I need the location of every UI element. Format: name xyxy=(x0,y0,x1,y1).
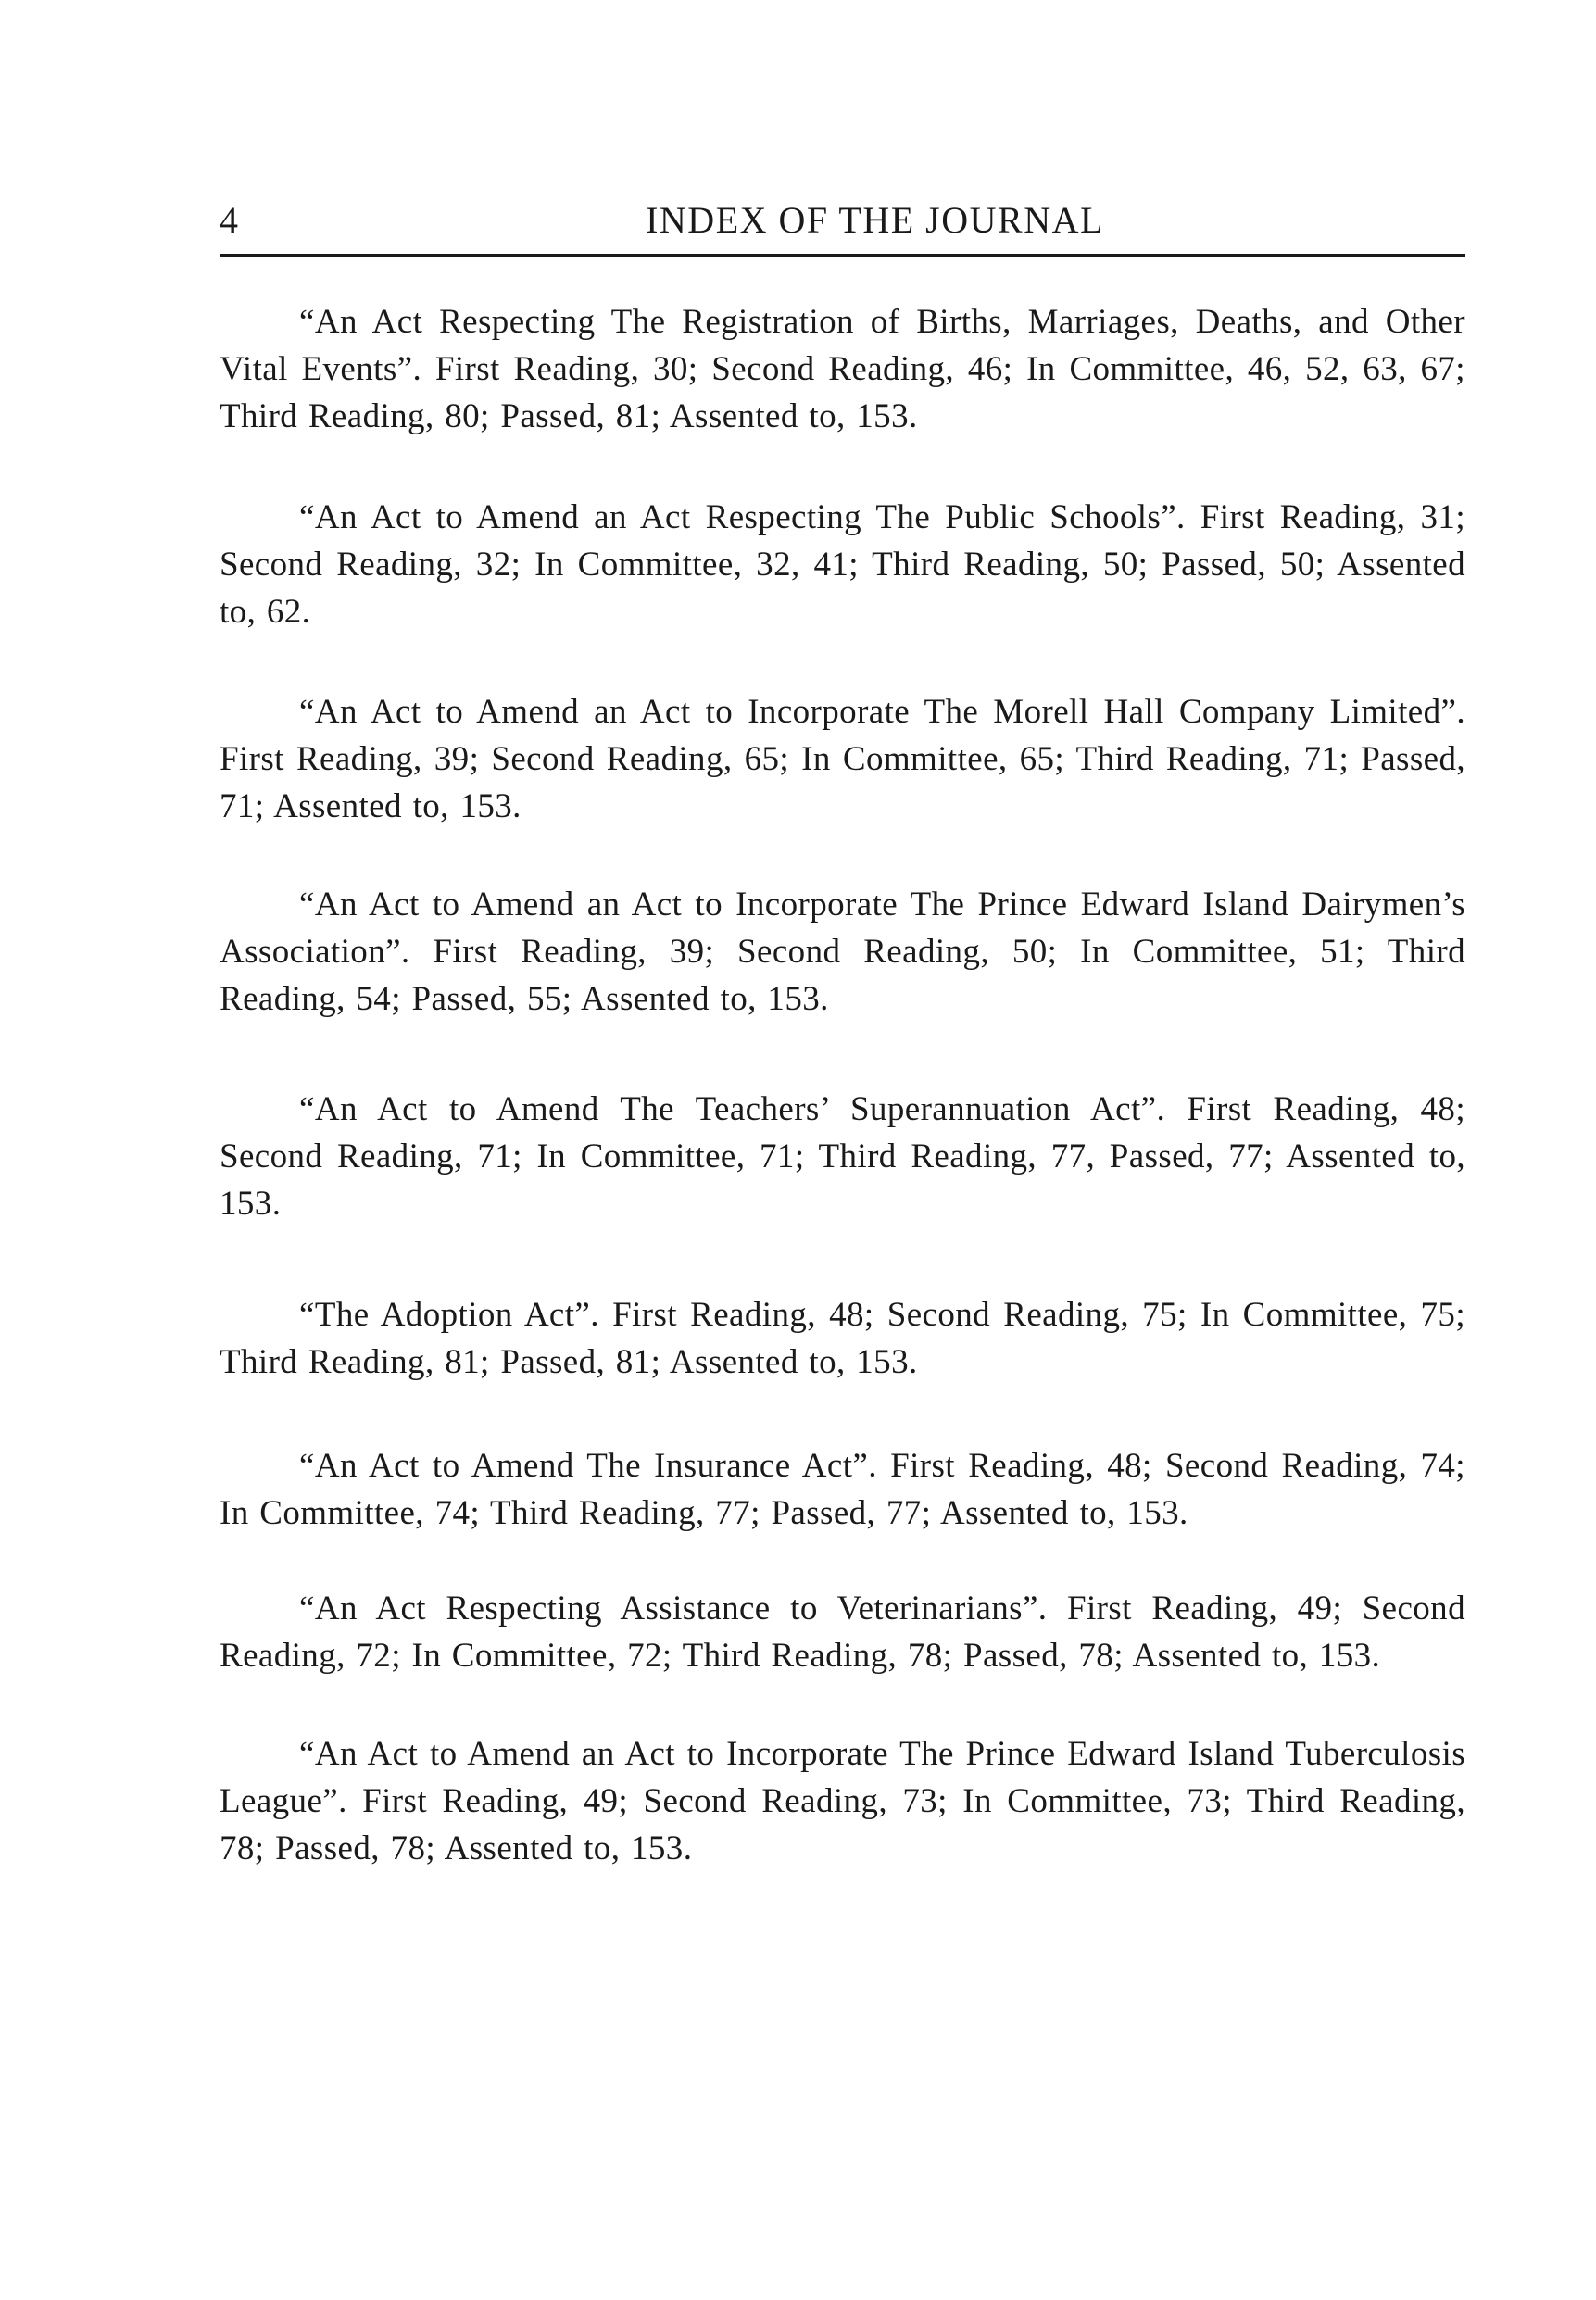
index-entries xyxy=(220,298,1465,1872)
index-entry: “The Adoption Act”. First Reading, 48; Second Reading, 75; In Committee, 75; Third Reading, 81; Passed, 81; Assented to, 153. xyxy=(220,1296,1465,1381)
index-entry: “An Act to Amend an Act to Incorporate The Prince Edward Island Dairymen’s Association”. First Reading, 39; Second Reading, 50; In Committee, 51; Third Reading, 54; Passed, 55; Assented to, 153. xyxy=(220,886,1465,1018)
page-number: 4 xyxy=(220,199,239,241)
index-entry: “An Act Respecting The Registration of Births, Marriages, Deaths, and Other Vital Events”. First Reading, 30; Second Reading, 46; In Committee, 46, 52, 63, 67; Third Reading, 80; Passed, 81; Assented to, 153. xyxy=(220,303,1465,435)
index-entry: “An Act to Amend an Act to Incorporate The Morell Hall Company Limited”. First Reading, 39; Second Reading, 65; In Committee, 65; Third Reading, 71; Passed, 71; Assented to, 153. xyxy=(220,693,1465,825)
index-entry: “An Act to Amend The Teachers’ Superannuation Act”. First Reading, 48; Second Reading, 71; In Committee, 71; Third Reading, 77, Passed, 77; Assented to, 153. xyxy=(220,1090,1465,1223)
page-header xyxy=(220,193,1465,248)
index-entry: “An Act Respecting Assistance to Veterinarians”. First Reading, 49; Second Reading, 72; In Committee, 72; Third Reading, 78; Passed, 78; Assented to, 153. xyxy=(220,1590,1465,1675)
index-entry: “An Act to Amend an Act to Incorporate The Prince Edward Island Tuberculosis League”. First Reading, 49; Second Reading, 73; In Committee, 73; Third Reading, 78; Passed, 78; Assented to, 153. xyxy=(220,1735,1465,1867)
running-title: INDEX OF THE JOURNAL xyxy=(646,199,1104,241)
index-entry: “An Act to Amend an Act Respecting The Public Schools”. First Reading, 31; Second Reading, 32; In Committee, 32, 41; Third Reading, 50; Passed, 50; Assented to, 62. xyxy=(220,498,1465,631)
index-entry: “An Act to Amend The Insurance Act”. First Reading, 48; Second Reading, 74; In Committee, 74; Third Reading, 77; Passed, 77; Assented to, 153. xyxy=(220,1447,1465,1532)
header-rule xyxy=(220,254,1465,257)
